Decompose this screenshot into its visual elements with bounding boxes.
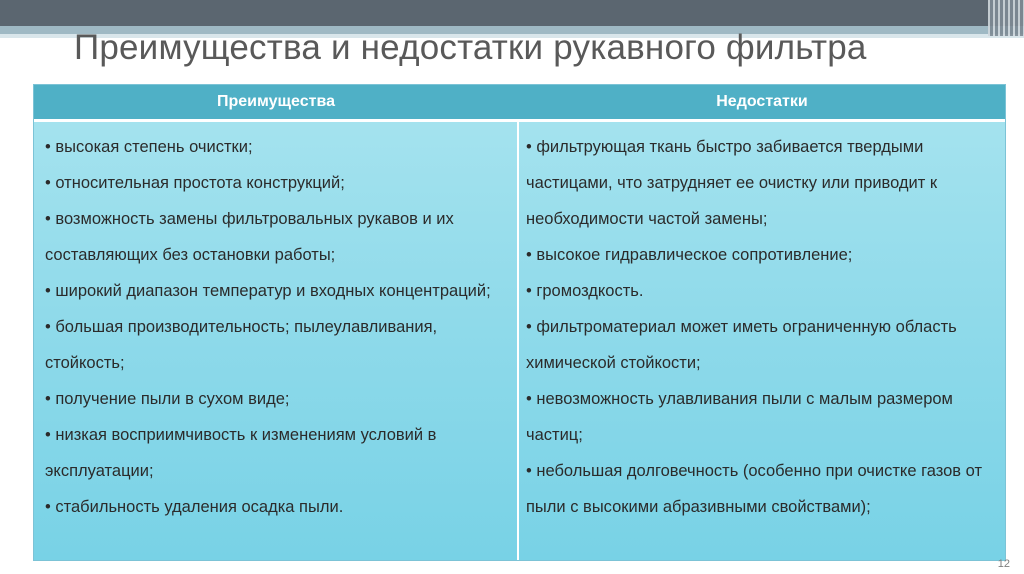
corner-stripes-decor: [988, 0, 1024, 36]
disadvantage-item: • высокое гидравлическое сопротивление;: [526, 246, 853, 264]
page-title: Преимущества и недостатки рукавного фильтра: [74, 28, 867, 67]
advantage-item: • стабильность удаления осадка пыли.: [45, 498, 344, 516]
header-advantages: Преимущества: [217, 93, 335, 110]
top-decor-band: [0, 0, 1024, 26]
advantages-list: [45, 129, 511, 525]
disadvantage-item: • фильтроматериал может иметь ограниченную область химической стойкости;: [526, 318, 957, 372]
disadvantage-item: • фильтрующая ткань быстро забивается твердыми частицами, что затрудняет ее очистку или приводит к необходимости частой замены;: [526, 138, 938, 228]
advantage-item: • возможность замены фильтровальных рукавов и их составляющих без остановки работы;: [45, 210, 454, 264]
advantage-item: • получение пыли в сухом виде;: [45, 390, 290, 408]
advantage-item: • низкая восприимчивость к изменениям условий в эксплуатации;: [45, 426, 437, 480]
header-disadvantages: Недостатки: [716, 93, 808, 110]
table-header-row: [34, 85, 1005, 122]
disadvantages-list: [526, 129, 996, 525]
slide-number: 12: [997, 558, 1010, 570]
advantage-item: • большая производительность; пылеулавливания, стойкость;: [45, 318, 438, 372]
column-divider: [517, 122, 519, 560]
disadvantage-item: • небольшая долговечность (особенно при очистке газов от пыли с высокими абразивными свойствами);: [526, 462, 983, 516]
advantage-item: • широкий диапазон температур и входных концентраций;: [45, 282, 491, 300]
advantage-item: • высокая степень очистки;: [45, 138, 253, 156]
comparison-table: [33, 84, 1006, 561]
disadvantage-item: • громоздкость.: [526, 282, 644, 300]
disadvantage-item: • невозможность улавливания пыли с малым размером частиц;: [526, 390, 953, 444]
advantage-item: • относительная простота конструкций;: [45, 174, 345, 192]
